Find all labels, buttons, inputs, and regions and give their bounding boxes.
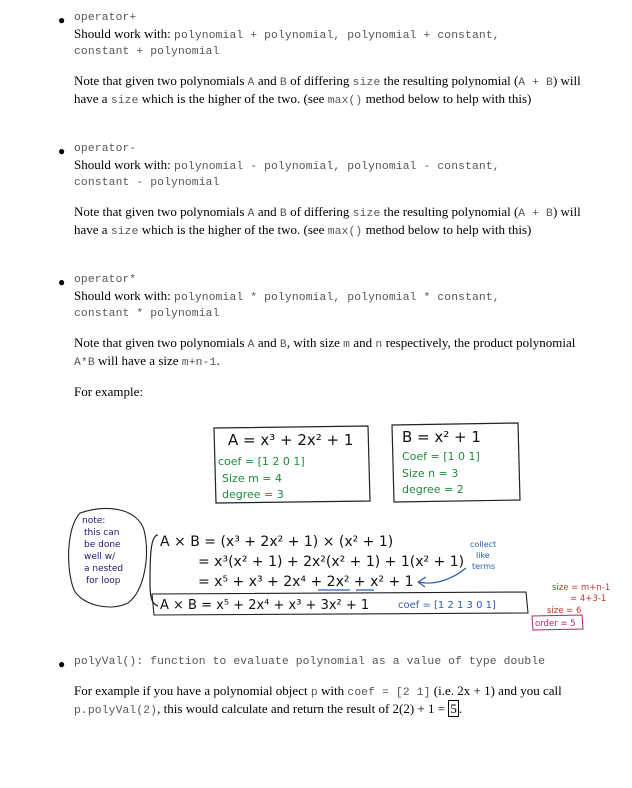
- works-with-label: Should work with:: [74, 288, 175, 303]
- works-with-code-1: polynomial * polynomial, polynomial * constant,: [174, 292, 500, 304]
- size-note: Note that given two polynomials A and B of differing size the resulting polynomial (A + B) will have a size which is the higher of the two. (see max() method below to help with this): [74, 73, 581, 107]
- coef-result: coef = [1 2 1 3 0 1]: [398, 600, 496, 611]
- note-line-4: well w/: [84, 552, 116, 562]
- size-calc-2: = 4+3-1: [570, 594, 607, 604]
- works-with-label: Should work with:: [74, 26, 175, 41]
- box-a-line-1: A = x³ + 2x² + 1: [228, 431, 354, 449]
- operator-name: operator*: [74, 274, 137, 286]
- collect-line-1: collect: [470, 540, 497, 549]
- size-note: Note that given two polynomials A and B of differing size the resulting polynomial (A + B) will have a size which is the higher of the two. (see max() method below to help with this): [74, 204, 581, 238]
- works-with-code-1: polynomial + polynomial, polynomial + constant,: [174, 30, 500, 42]
- arrow-icon: [418, 568, 466, 587]
- for-example-label: For example:: [74, 384, 143, 399]
- box-a-line-2: coef = [1 2 0 1]: [218, 455, 305, 468]
- note-line-2: this can: [84, 528, 120, 538]
- derivation-line-3: = x⁵ + x³ + 2x⁴ + 2x² + x² + 1: [198, 574, 414, 590]
- size-calc-3: size = 6: [547, 606, 582, 616]
- note-line-6: for loop: [86, 576, 121, 586]
- box-b-line-3: Size n = 3: [402, 467, 459, 480]
- note-line-5: a nested: [84, 564, 124, 574]
- box-a-line-4: degree = 3: [222, 488, 284, 501]
- size-calc-4: order = 5: [535, 619, 576, 629]
- boxed-result: 5: [450, 701, 457, 716]
- product-size-note: Note that given two polynomials A and B, with size m and n respectively, the product polynomial A*B will have a size m+n-1.: [74, 335, 576, 369]
- derivation-line-4: A × B = x⁵ + 2x⁴ + x³ + 3x² + 1: [160, 598, 370, 613]
- works-with-code-1: polynomial - polynomial, polynomial - constant,: [174, 161, 500, 173]
- section-polyval: [58, 654, 594, 719]
- works-with-code-2: constant * polynomial: [74, 308, 220, 320]
- works-with-label: Should work with:: [74, 157, 175, 172]
- derivation-line-1: A × B = (x³ + 2x² + 1) × (x² + 1): [160, 534, 394, 550]
- box-b-line-1: B = x² + 1: [402, 428, 481, 446]
- operator-name: operator+: [74, 12, 137, 24]
- derivation-line-2: = x³(x² + 1) + 2x²(x² + 1) + 1(x² + 1): [198, 554, 465, 570]
- bullet-icon: ●: [58, 13, 66, 27]
- box-b-line-4: degree = 2: [402, 483, 464, 496]
- bullet-icon: ●: [58, 144, 66, 158]
- box-b-line-2: Coef = [1 0 1]: [402, 450, 480, 463]
- collect-line-3: terms: [472, 562, 496, 571]
- note-line-1: note:: [82, 516, 106, 526]
- bullet-icon: ●: [58, 657, 66, 671]
- box-a-line-3: Size m = 4: [222, 472, 283, 485]
- bracket-icon: [150, 535, 158, 606]
- size-calc-1: size = m+n-1: [552, 583, 611, 593]
- works-with-code-2: constant - polynomial: [74, 177, 220, 189]
- polyval-example: For example if you have a polynomial object p with coef = [2 1] (i.e. 2x + 1) and you call p.polyVal(2), this would calculate and return the result of 2(2) + 1 = 5 .: [74, 683, 562, 717]
- bullet-icon: ●: [58, 275, 66, 289]
- operator-name: operator-: [74, 143, 137, 155]
- works-with-code-2: constant + polynomial: [74, 46, 220, 58]
- note-line-3: be done: [84, 540, 121, 550]
- polyval-title: polyVal(): function to evaluate polynomial as a value of type double: [74, 656, 546, 668]
- collect-line-2: like: [476, 551, 490, 560]
